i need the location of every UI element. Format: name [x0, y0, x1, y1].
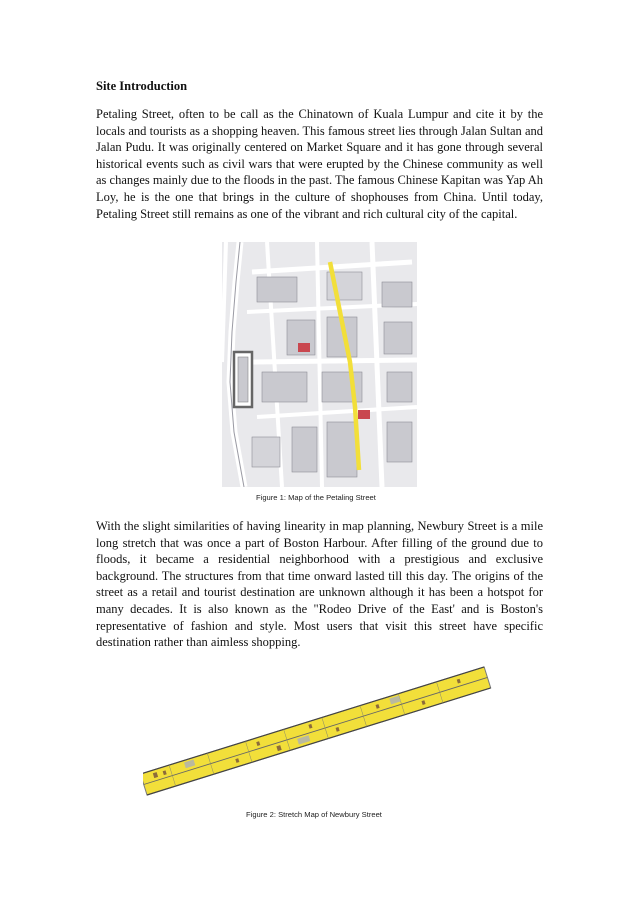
newbury-paragraph: With the slight similarities of having linearity in map planning, Newbury Street is a mile long stretch that was once a part of Boston Harbour. After filling of the ground due to floods, it became a residential neighborhood with a prestigious and exclusive background. The structures from that time onward lasted till this day. The origins of the street as a retail and tourist destination are unknown although it has been a hotspot for many decades. It is also known as the "Rodeo Drive of the East' and is Boston's representative of fashion and style. Most users that visit this street have specific destination rather than aimless shopping.	[96, 519, 543, 650]
figure1-caption: Figure 1: Map of the Petaling Street	[256, 493, 376, 502]
figure2-caption: Figure 2: Stretch Map of Newbury Street	[246, 810, 382, 819]
newbury-street-map	[143, 655, 495, 805]
section-heading: Site Introduction	[96, 79, 188, 93]
petaling-street-map	[222, 242, 417, 487]
intro-paragraph: Petaling Street, often to be call as the Chinatown of Kuala Lumpur and cite it by the locals and tourists as a shopping heaven. This famous street lies through Jalan Sultan and Jalan Pudu. It was originally centered on Market Square and it has gone through several historical events such as civil wars that were erupted by the Chinese community as well as changes mainly due to the floods in the past. The famous Chinese Kapitan was Yap Ah Loy, he is the one that brings in the culture of shophouses from China. Until today, Petaling Street still remains as one of the vibrant and rich cultural city of the capital.	[96, 107, 543, 221]
